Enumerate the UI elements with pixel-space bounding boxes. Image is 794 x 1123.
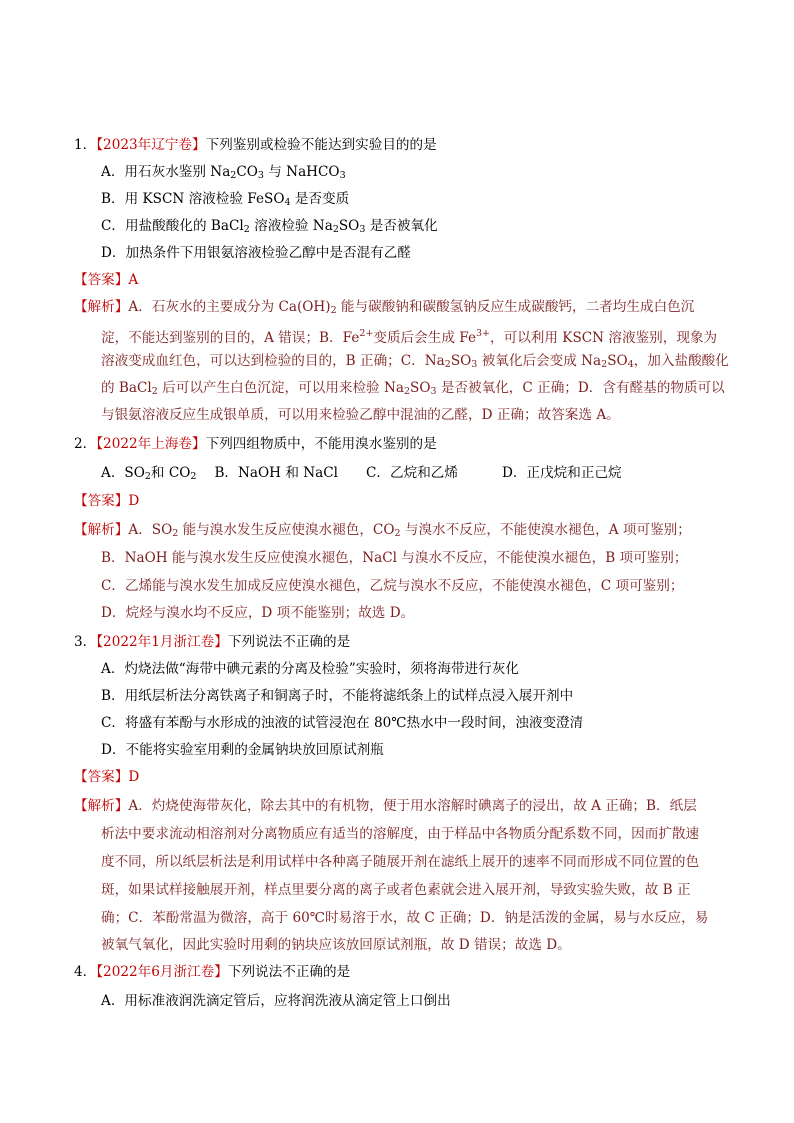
q1-option-b: B．用 KSCN 溶液检验 FeSO$_4$ 是否变质 <box>101 191 350 208</box>
q1-analysis-line-1: 【解析】A．石灰水的主要成分为 $Ca(OH)_2$ 能与碳酸钠和碳酸氢钠反应生成碳酸钙，二者均生成白色沉 <box>74 299 695 316</box>
q3-answer-value: D <box>128 769 140 785</box>
q2-source: 【2022年上海卷】 <box>96 436 206 452</box>
q1-option-a: A．用石灰水鉴别 $Na_2CO_3$ 与 NaHCO$_3$ <box>101 164 346 181</box>
q1-answer-value: A <box>128 272 139 288</box>
q4-stem: 4．【2022年6月浙江卷】下列说法不正确的是 <box>74 964 351 980</box>
q2-answer-value: D <box>128 493 140 509</box>
q3-analysis-line-3: 度不同，所以纸层析法是利用试样中各种离子随展开剂在滤纸上展开的速率不同而形成不同位置的色 <box>101 854 700 870</box>
q2-analysis-line-3: C．乙烯能与溴水发生加成反应使溴水褪色，乙烷与溴水不反应，不能使溴水褪色，C 项可鉴别； <box>101 578 684 594</box>
q2-options: A．$SO_2$和 $CO_2$ B．NaOH 和 NaCl C．乙烷和乙烯 D．正戊烷和正己烷 <box>101 465 622 482</box>
q1-option-c: C．用盐酸酸化的 BaCl$_2$ 溶液检验 $Na_2SO_3$ 是否被氧化 <box>101 218 438 235</box>
q3-number: 3． <box>74 634 97 650</box>
q3-stem: 3．【2022年1月浙江卷】下列说法不正确的是 <box>74 634 351 650</box>
q4-source: 【2022年6月浙江卷】 <box>96 964 228 980</box>
q1-number: 1． <box>74 137 97 153</box>
q2-analysis-line-2: B．NaOH 能与溴水发生反应使溴水褪色，NaCl 与溴水不反应，不能使溴水褪色，B 项可鉴别； <box>101 550 688 566</box>
q1-analysis-line-5: 与银氨溶液反应生成银单质，可以用来检验乙醇中混油的乙醛，D 正确；故答案选 A。 <box>101 407 620 423</box>
q3-option-b: B．用纸层析法分离铁离子和铜离子时，不能将滤纸条上的试样点浸入展开剂中 <box>101 688 574 704</box>
q4-option-a: A．用标准液润洗滴定管后，应将润洗液从滴定管上口倒出 <box>101 993 451 1009</box>
q1-answer: 【答案】A <box>74 272 139 288</box>
q3-option-a: A．灼烧法做“海带中碘元素的分离及检验”实验时，须将海带进行灰化 <box>101 661 519 677</box>
q3-analysis-line-4: 斑，如果试样接触展开剂，样点里要分离的离子或者色素就会进入展开剂，导致实验失败，故 B 正 <box>101 882 691 898</box>
q3-analysis-line-5: 确；C．苯酚常温为微溶，高于 60℃时易溶于水，故 C 正确；D．钠是活泼的金属，易与水反应，易 <box>101 910 709 926</box>
q3-option-c: C．将盛有苯酚与水形成的浊液的试管浸泡在 80℃热水中一段时间，浊液变澄清 <box>101 715 584 731</box>
q1-analysis-line-2: 淀，不能达到鉴别的目的，A 错误；B．$Fe^{2+}$变质后会生成 $Fe^{3+}$，可以利用 KSCN 溶液鉴别，现象为 <box>101 328 718 346</box>
q3-option-d: D．不能将实验室用剩的金属钠块放回原试剂瓶 <box>101 742 384 758</box>
q1-stem-text: 下列鉴别或检验不能达到实验目的的是 <box>205 137 437 153</box>
q2-analysis-line-4: D．烷烃与溴水均不反应，D 项不能鉴别；故选 D。 <box>101 605 415 621</box>
q2-answer: 【答案】D <box>74 493 140 509</box>
q3-answer: 【答案】D <box>74 769 140 785</box>
q2-analysis-line-1: 【解析】A．$SO_2$ 能与溴水发生反应使溴水褪色，$CO_2$ 与溴水不反应，不能使溴水褪色，A 项可鉴别； <box>74 522 691 539</box>
q2-stem: 2．【2022年上海卷】下列四组物质中，不能用溴水鉴别的是 <box>74 436 437 452</box>
q3-source: 【2022年1月浙江卷】 <box>96 634 228 650</box>
q4-number: 4． <box>74 964 97 980</box>
q3-analysis-line-1: 【解析】A．灼烧使海带灰化，除去其中的有机物，便于用水溶解时碘离子的浸出，故 A 正确；B．纸层 <box>74 798 697 814</box>
q1-analysis-line-3: 溶液变成血红色，可以达到检验的目的，B 正确；C．$Na_2SO_3$ 被氧化后会变成 $Na_2SO_4$，加入盐酸酸化 <box>101 353 729 370</box>
q3-analysis-line-6: 被氧气氧化，因此实验时用剩的钠块应该放回原试剂瓶，故 D 错误；故选 D。 <box>101 937 571 953</box>
q1-analysis-line-4: 的 BaCl$_2$ 后可以产生白色沉淀，可以用来检验 $Na_2SO_3$ 是否被氧化，C 正确；D．含有醛基的物质可以 <box>101 380 725 397</box>
q2-number: 2． <box>74 436 97 452</box>
q1-source: 【2023年辽宁卷】 <box>96 137 206 153</box>
q1-option-d: D．加热条件下用银氨溶液检验乙醇中是否混有乙醛 <box>101 245 411 261</box>
q1-stem <box>74 135 437 155</box>
q3-analysis-line-2: 析法中要求流动相溶剂对分离物质应有适当的溶解度，由于样品中各物质分配系数不同，因而扩散速 <box>101 826 700 842</box>
